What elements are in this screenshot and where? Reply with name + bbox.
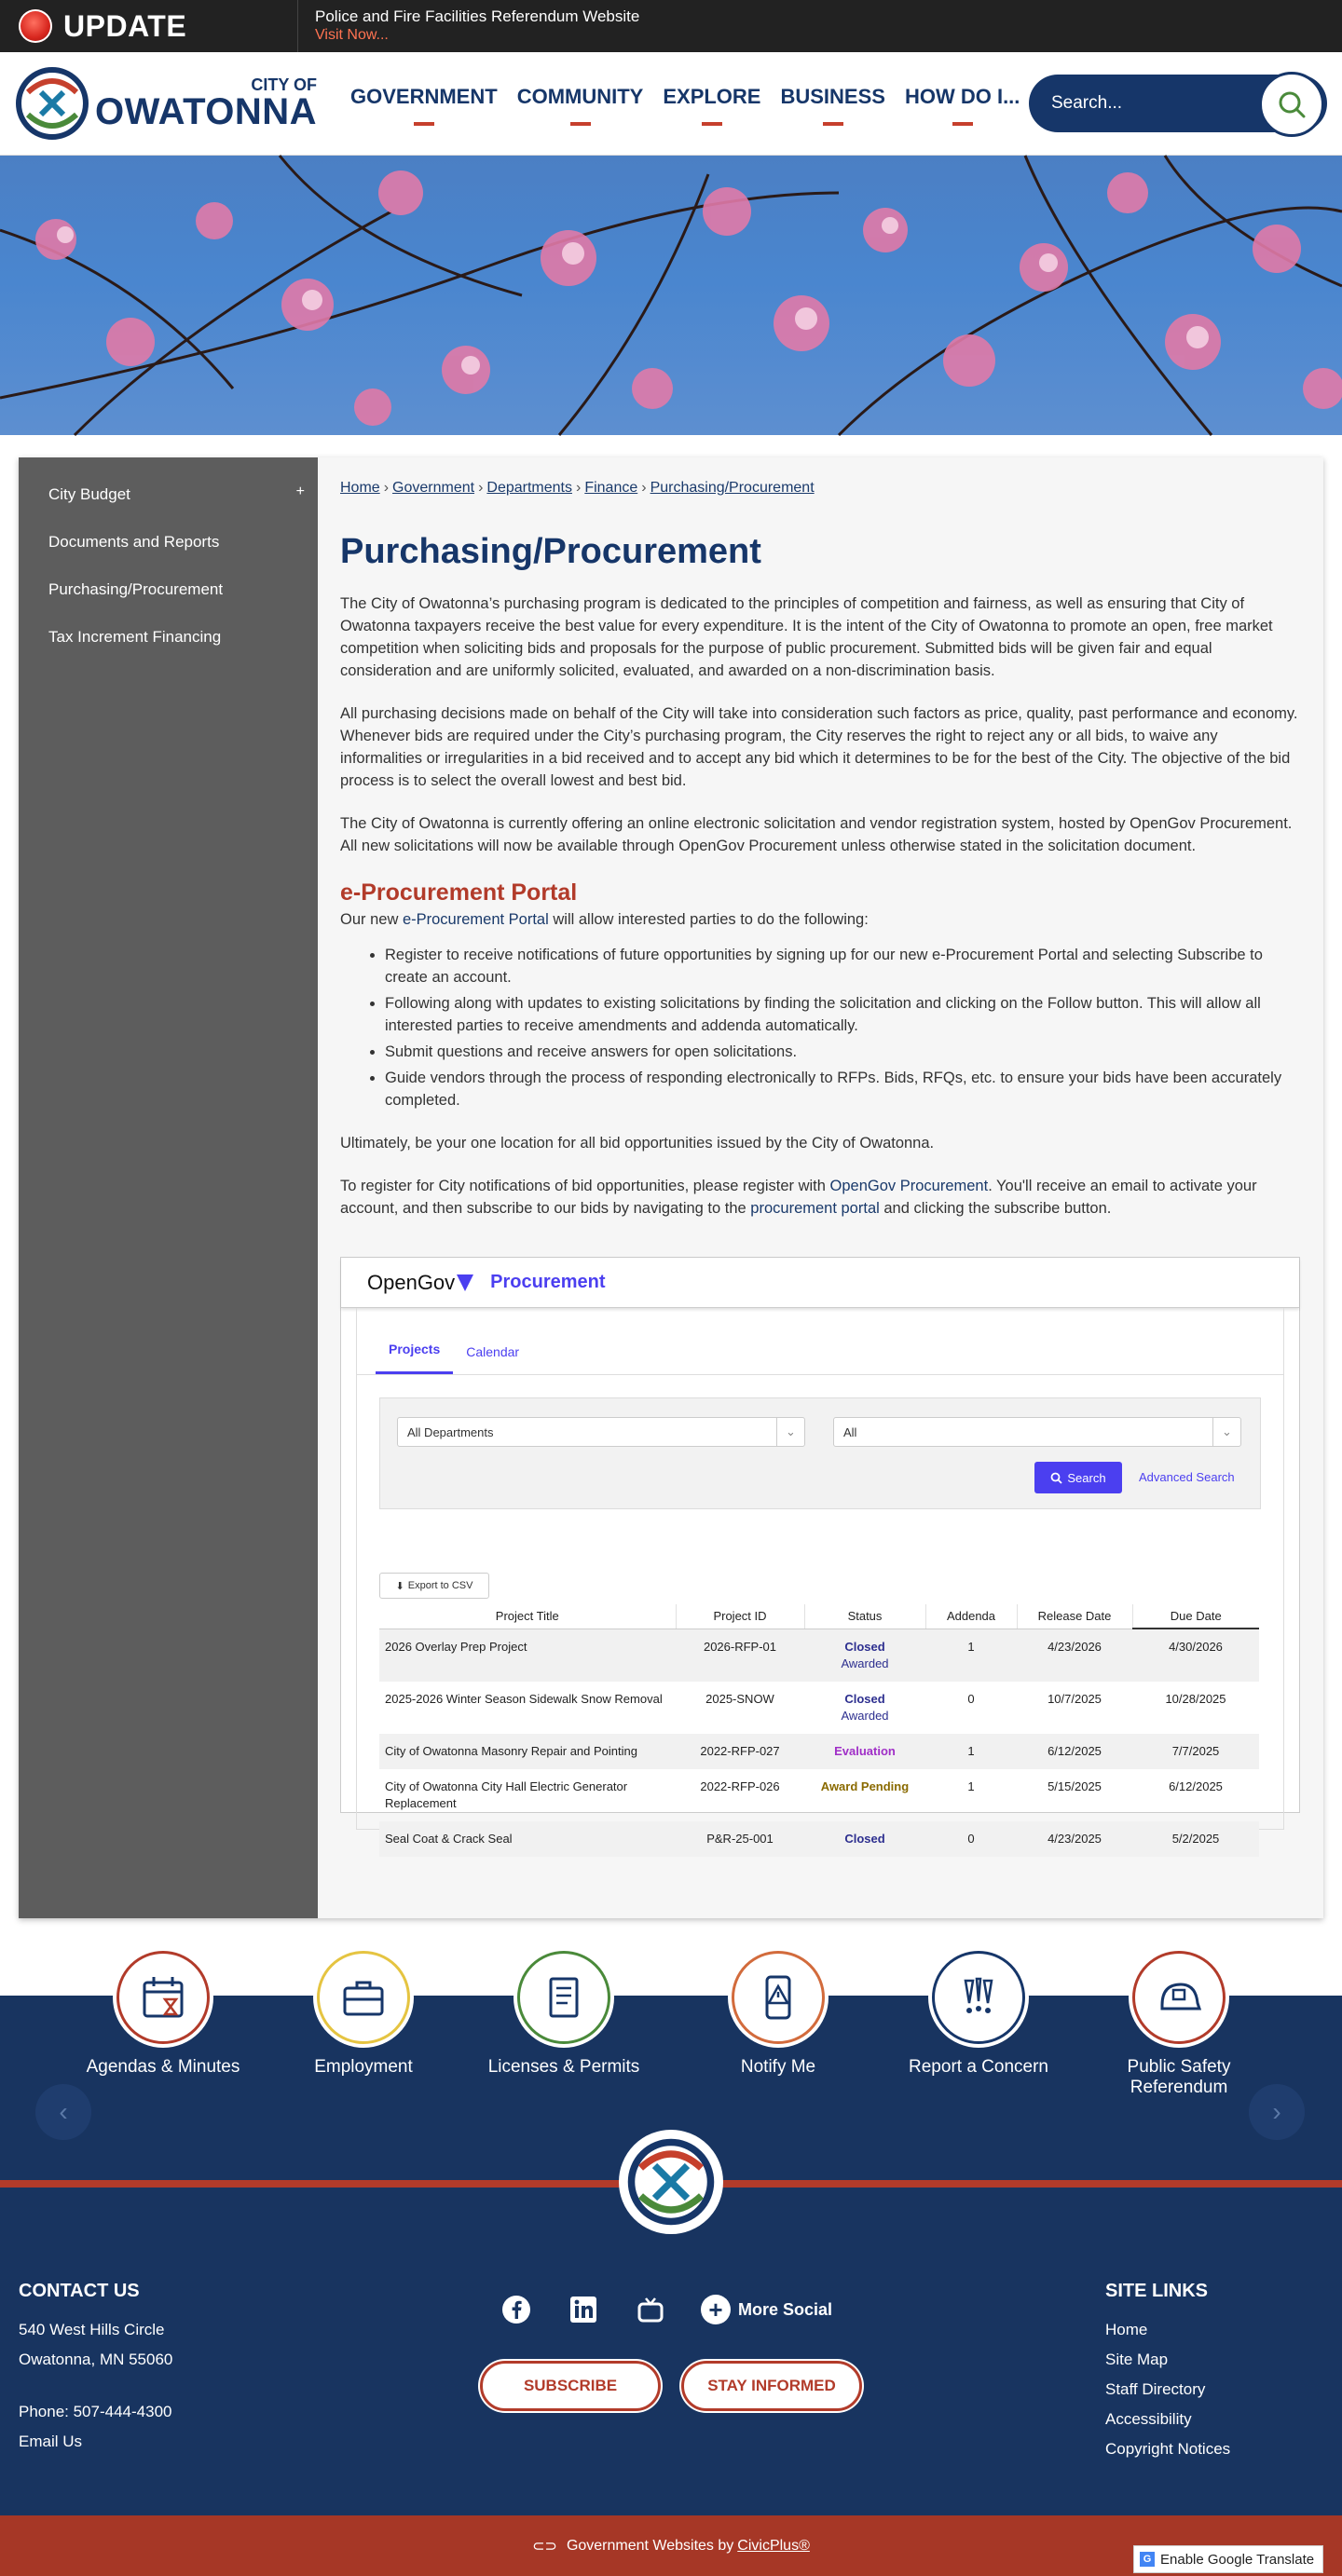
cell-addenda: 0 bbox=[967, 1691, 975, 1706]
site-search bbox=[1029, 75, 1327, 132]
cell-release: 6/12/2025 bbox=[1017, 1734, 1132, 1769]
footer-logo-icon[interactable] bbox=[619, 2130, 723, 2234]
quick-link-referendum[interactable] bbox=[1086, 1951, 1272, 2098]
sidebar bbox=[19, 457, 318, 1918]
cell-title: 2026 Overlay Prep Project bbox=[379, 1629, 676, 1682]
site-links-column bbox=[1105, 2281, 1230, 2464]
table-row[interactable] bbox=[379, 1682, 1259, 1734]
quick-link-label: Report a Concern bbox=[909, 2057, 1048, 2077]
status-badge: Closed bbox=[844, 1639, 885, 1654]
tv-icon[interactable] bbox=[634, 2293, 667, 2326]
translate-label: Enable Google Translate bbox=[1160, 2551, 1315, 2568]
helmet-icon bbox=[1132, 1951, 1226, 2044]
contact-title: CONTACT US bbox=[19, 2281, 140, 2301]
col-release-date[interactable]: Release Date bbox=[1017, 1604, 1132, 1629]
export-csv-button[interactable] bbox=[379, 1573, 489, 1599]
main-content-card bbox=[19, 457, 1323, 1918]
table-row[interactable] bbox=[379, 1629, 1259, 1682]
quick-link-agendas[interactable] bbox=[70, 1951, 256, 2078]
status-badge: Evaluation bbox=[834, 1743, 896, 1758]
site-links-title: SITE LINKS bbox=[1105, 2281, 1209, 2301]
chevron-right-icon: › bbox=[1272, 2097, 1281, 2126]
search-button[interactable] bbox=[1259, 72, 1324, 137]
main-nav bbox=[350, 85, 1039, 122]
site-link-staff-directory[interactable]: Staff Directory bbox=[1105, 2380, 1206, 2398]
alert-label bbox=[0, 0, 298, 52]
stay-informed-button[interactable]: STAY INFORMED bbox=[681, 2361, 862, 2411]
cell-release: 10/7/2025 bbox=[1048, 1691, 1102, 1706]
cell-status bbox=[804, 1682, 925, 1734]
chevron-left-icon: ‹ bbox=[59, 2097, 68, 2126]
briefcase-icon bbox=[317, 1951, 410, 2044]
quick-link-report[interactable] bbox=[885, 1951, 1072, 2078]
cell-due: 10/28/2025 bbox=[1165, 1691, 1226, 1706]
expand-plus-icon[interactable]: + bbox=[295, 484, 305, 499]
sidebar-item-label: City Budget bbox=[48, 484, 130, 503]
status-select[interactable] bbox=[833, 1417, 1241, 1447]
alert-word: UPDATE bbox=[63, 8, 187, 43]
quick-link-employment[interactable] bbox=[270, 1951, 457, 2078]
quick-link-label: Public Safety Referendum bbox=[1127, 2057, 1231, 2097]
civicplus-link[interactable]: CivicPlus® bbox=[737, 2537, 810, 2554]
col-project-title[interactable]: Project Title bbox=[379, 1604, 676, 1629]
document-icon bbox=[517, 1951, 610, 2044]
site-link-accessibility[interactable]: Accessibility bbox=[1105, 2410, 1192, 2428]
cell-title: City of Owatonna Masonry Repair and Pointing bbox=[379, 1734, 676, 1769]
magnolia-branches-image bbox=[0, 156, 1342, 435]
page-content bbox=[340, 480, 1304, 1846]
search-input[interactable] bbox=[1051, 93, 1256, 114]
nav-business[interactable]: BUSINESS bbox=[780, 85, 884, 122]
quick-link-notify[interactable] bbox=[685, 1951, 871, 2078]
social-links bbox=[500, 2293, 832, 2326]
alert-link[interactable]: Visit Now... bbox=[315, 27, 389, 43]
text: will allow interested parties to do the following: bbox=[548, 911, 869, 928]
opengov-product: Procurement bbox=[490, 1272, 606, 1292]
alert-title: Police and Fire Facilities Referendum Website bbox=[315, 7, 640, 25]
select-value: All bbox=[843, 1424, 857, 1439]
more-social-label: More Social bbox=[738, 2299, 833, 2319]
filter-panel bbox=[379, 1397, 1261, 1509]
cell-id: 2026-RFP-01 bbox=[676, 1629, 804, 1682]
sidebar-item-tif[interactable] bbox=[19, 613, 318, 661]
cell-status bbox=[804, 1821, 925, 1857]
phone: Phone: 507-444-4300 bbox=[19, 2403, 172, 2420]
text: Our new bbox=[340, 911, 403, 928]
cell-due: 6/12/2025 bbox=[1169, 1779, 1223, 1793]
cell-due: 5/2/2025 bbox=[1132, 1821, 1259, 1857]
breadcrumb-finance[interactable]: Finance bbox=[584, 480, 638, 496]
page-title: Purchasing/Procurement bbox=[340, 532, 761, 571]
cell-id: P&R-25-001 bbox=[676, 1821, 804, 1857]
status-badge: Closed bbox=[844, 1691, 885, 1706]
portal-intro bbox=[340, 908, 1304, 931]
cell-title: Seal Coat & Crack Seal bbox=[379, 1821, 676, 1857]
feature-list bbox=[385, 944, 1304, 1111]
sidebar-item-label: Documents and Reports bbox=[48, 532, 220, 551]
quick-link-licenses[interactable] bbox=[471, 1951, 657, 2078]
breadcrumb: Home › Government › Departments › Finance › Purchasing/Procurement bbox=[340, 480, 815, 496]
search-icon bbox=[1050, 1472, 1062, 1484]
cell-id: 2025-SNOW bbox=[705, 1691, 774, 1706]
text: . You'll receive an email to activate your account, and then subscribe to our bids by navigating to the bbox=[340, 1178, 1257, 1217]
opengov-tabs bbox=[357, 1308, 1283, 1375]
table-row[interactable] bbox=[379, 1769, 1259, 1821]
alert-icon bbox=[19, 9, 52, 43]
site-link-home[interactable]: Home bbox=[1105, 2321, 1148, 2338]
cell-addenda: 1 bbox=[967, 1779, 975, 1793]
sidebar-item-label: Purchasing/Procurement bbox=[48, 579, 224, 598]
intro-paragraph: The City of Owatonna’s purchasing program is dedicated to the principles of competition and fairness, as well as ensuring that City of Owatonna taxpayers receive the best value for every expenditure. It is the intent of the City of Owatonna to promote an open, free market competition when soliciting bids and proposals for the purpose of public procurement. Submitted bids will be given fair and equal consideration and are uniformly solicited, evaluated, and awarded on a non-discrimination basis. bbox=[340, 595, 1273, 679]
nav-government[interactable]: GOVERNMENT bbox=[350, 85, 498, 122]
text: To register for City notifications of bid opportunities, please register with bbox=[340, 1178, 830, 1194]
sidebar-item-purchasing[interactable] bbox=[19, 566, 318, 613]
chevron-down-icon: ⌄ bbox=[1212, 1418, 1240, 1446]
cell-release: 4/23/2026 bbox=[1017, 1629, 1132, 1682]
department-select[interactable] bbox=[397, 1417, 805, 1447]
cell-status bbox=[804, 1629, 925, 1682]
advanced-search-link[interactable]: Advanced Search bbox=[1139, 1470, 1235, 1484]
subscribe-button[interactable]: SUBSCRIBE bbox=[480, 2361, 661, 2411]
status-badge: Closed bbox=[844, 1831, 885, 1846]
col-project-id[interactable]: Project ID bbox=[676, 1604, 804, 1629]
projects-table bbox=[379, 1604, 1259, 1857]
google-translate-button[interactable] bbox=[1133, 2545, 1323, 2573]
plus-icon: + bbox=[701, 2295, 731, 2324]
nav-how-do-i[interactable]: HOW DO I... bbox=[905, 85, 1020, 122]
status-sub: Awarded bbox=[841, 1708, 889, 1723]
table-header-row bbox=[379, 1604, 1259, 1629]
table-row[interactable] bbox=[379, 1734, 1259, 1769]
quick-link-label: Licenses & Permits bbox=[487, 2057, 640, 2077]
sidebar-item-label: Tax Increment Financing bbox=[48, 627, 222, 646]
opengov-search-button[interactable] bbox=[1034, 1462, 1122, 1493]
quick-link-label: Agendas & Minutes bbox=[86, 2057, 240, 2077]
status-badge: Award Pending bbox=[820, 1779, 910, 1793]
contact-column bbox=[19, 2281, 172, 2457]
civicplus-icon: ⊂⊃ bbox=[532, 2538, 557, 2555]
opengov-procurement-link[interactable]: OpenGov Procurement bbox=[829, 1178, 989, 1194]
breadcrumb-departments[interactable]: Departments bbox=[486, 480, 572, 496]
opengov-panel bbox=[356, 1308, 1284, 1846]
breadcrumb-government[interactable]: Government bbox=[392, 480, 475, 496]
linkedin-icon[interactable] bbox=[567, 2293, 600, 2326]
more-social-button[interactable] bbox=[701, 2295, 832, 2324]
opengov-embed bbox=[340, 1257, 1300, 1846]
select-value: All Departments bbox=[407, 1424, 494, 1439]
cell-due: 7/7/2025 bbox=[1132, 1734, 1259, 1769]
cell-status bbox=[804, 1769, 925, 1821]
site-link-site-map[interactable]: Site Map bbox=[1105, 2351, 1169, 2368]
cell-due: 4/30/2026 bbox=[1132, 1629, 1259, 1682]
text: and clicking the subscribe button. bbox=[879, 1200, 1112, 1217]
nav-explore[interactable]: EXPLORE bbox=[663, 85, 760, 122]
logo-name: OWATONNA bbox=[95, 91, 318, 132]
carousel-prev-button[interactable] bbox=[35, 2084, 91, 2140]
cell-release: 4/23/2025 bbox=[1017, 1821, 1132, 1857]
breadcrumb-home[interactable]: Home bbox=[340, 480, 380, 496]
cell-id: 2022-RFP-027 bbox=[676, 1734, 804, 1769]
address-line2: Owatonna, MN 55060 bbox=[19, 2351, 173, 2368]
gov-text: Government Websites by bbox=[566, 2537, 734, 2554]
cell-release: 5/15/2025 bbox=[1048, 1779, 1102, 1793]
opengov-header bbox=[341, 1258, 1299, 1308]
list-item: • Following along with updates to existing solicitations by finding the solicitation and clicking on the Follow button. This will allow all interested parties to receive amendments and addenda automatically. bbox=[385, 992, 1304, 1037]
e-procurement-link[interactable]: e-Procurement Portal bbox=[402, 911, 549, 928]
col-addenda[interactable]: Addenda bbox=[925, 1604, 1017, 1629]
sidebar-item-city-budget[interactable] bbox=[19, 470, 318, 518]
status-sub: Awarded bbox=[841, 1656, 889, 1670]
cell-id: 2022-RFP-026 bbox=[700, 1779, 780, 1793]
address-line1: 540 West Hills Circle bbox=[19, 2321, 165, 2338]
opengov-paragraph: The City of Owatonna is currently offering an online electronic solicitation and vendor registration system, hosted by OpenGov Procurement. All new solicitations will now be available through OpenGov Procurement unless otherwise stated in the solicitation document. bbox=[340, 815, 1293, 854]
city-logo[interactable] bbox=[15, 66, 322, 141]
opengov-logo-icon bbox=[457, 1274, 473, 1291]
logo-text bbox=[95, 76, 317, 130]
logo-emblem-icon bbox=[15, 66, 89, 141]
register-paragraph bbox=[340, 1175, 1304, 1220]
quick-link-label: Employment bbox=[314, 2057, 413, 2077]
quick-link-label: Notify Me bbox=[740, 2057, 816, 2077]
hero-banner-image bbox=[0, 156, 1342, 435]
alert-message bbox=[298, 7, 639, 45]
facebook-icon[interactable] bbox=[500, 2293, 533, 2326]
email-link[interactable]: Email Us bbox=[19, 2433, 83, 2450]
nav-community[interactable]: COMMUNITY bbox=[517, 85, 644, 122]
exclamation-icon bbox=[932, 1951, 1025, 2044]
google-translate-icon: G bbox=[1140, 2552, 1155, 2567]
cell-addenda: 0 bbox=[925, 1821, 1017, 1857]
col-status[interactable]: Status bbox=[804, 1604, 925, 1629]
list-item: • Guide vendors through the process of responding electronically to RFPs. Bids, RFQs, etc. to ensure your bids have been accurately completed. bbox=[385, 1067, 1304, 1111]
cell-title: 2025-2026 Winter Season Sidewalk Snow Removal bbox=[385, 1691, 663, 1706]
download-icon: ⬇ bbox=[395, 1580, 404, 1592]
chevron-down-icon: ⌄ bbox=[776, 1418, 804, 1446]
site-link-copyright[interactable]: Copyright Notices bbox=[1105, 2440, 1231, 2458]
search-icon bbox=[1276, 89, 1308, 120]
list-item: • Submit questions and receive answers for open solicitations. bbox=[385, 1041, 1304, 1063]
opengov-brand: OpenGov bbox=[367, 1270, 456, 1294]
list-item: • Register to receive notifications of future opportunities by signing up for our new e-Procurement Portal and selecting Subscribe to create an account. bbox=[385, 944, 1304, 988]
alert-bar bbox=[0, 0, 1342, 52]
ultimately-paragraph: Ultimately, be your one location for all bid opportunities issued by the City of Owatonna. bbox=[340, 1135, 935, 1152]
decisions-paragraph: All purchasing decisions made on behalf of the City will take into consideration such factors as price, quality, past performance and economy. Whenever bids are required under the City’s purchasing program, the City reserves the right to reject any or all bids, to waive any informalities or irregularities in a bid received and to accept any bid which it determines to be for the best of the City. The objective of the bid process is to select the overall lowest and best bid. bbox=[340, 705, 1298, 789]
procurement-portal-link[interactable]: procurement portal bbox=[750, 1200, 880, 1217]
tab-calendar[interactable]: Calendar bbox=[466, 1344, 520, 1359]
button-label: Search bbox=[1067, 1470, 1106, 1485]
breadcrumb-purchasing[interactable]: Purchasing/Procurement bbox=[650, 480, 815, 496]
table-row[interactable] bbox=[379, 1821, 1259, 1857]
tab-projects[interactable]: Projects bbox=[376, 1342, 453, 1374]
calendar-icon bbox=[116, 1951, 210, 2044]
cell-addenda: 1 bbox=[925, 1734, 1017, 1769]
cell-title: City of Owatonna City Hall Electric Generator Replacement bbox=[385, 1779, 628, 1810]
site-header bbox=[0, 52, 1342, 156]
cell-addenda: 1 bbox=[925, 1629, 1017, 1682]
button-label: Export to CSV bbox=[407, 1580, 473, 1591]
col-due-date[interactable]: Due Date bbox=[1132, 1604, 1259, 1629]
phone-alert-icon bbox=[732, 1951, 825, 2044]
sidebar-item-documents[interactable] bbox=[19, 518, 318, 566]
cell-status bbox=[804, 1734, 925, 1769]
logo-city: CITY OF bbox=[251, 75, 318, 94]
section-heading: e-Procurement Portal bbox=[340, 879, 578, 906]
